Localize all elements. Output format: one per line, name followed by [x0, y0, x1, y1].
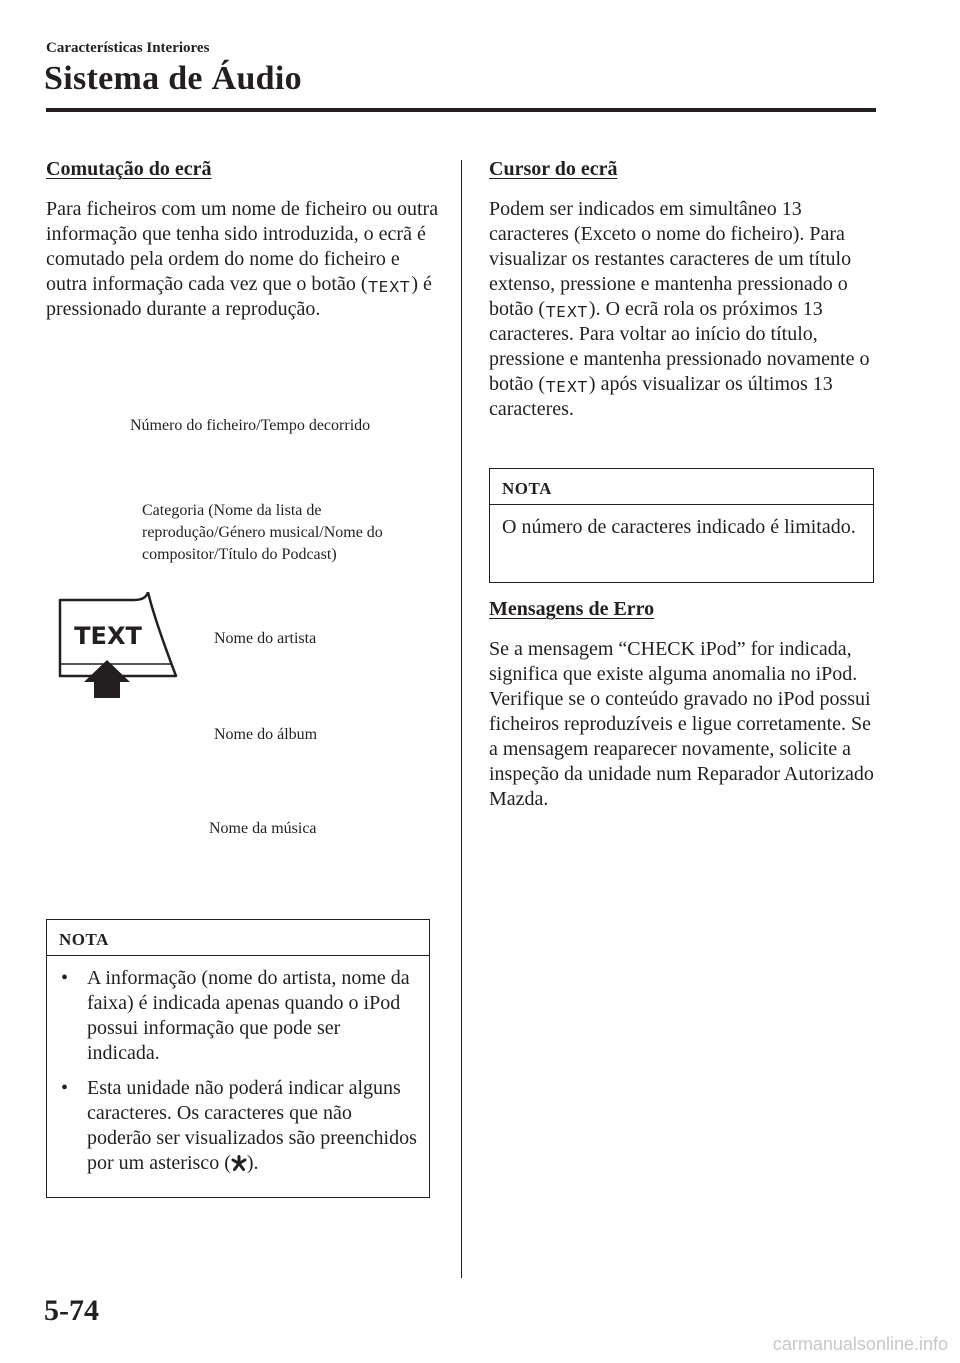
heading-screen-switching: Comutação do ecrã [46, 158, 212, 180]
heading-screen-cursor: Cursor do ecrã [489, 158, 618, 180]
header-rule [46, 108, 876, 112]
display-cycle-diagram [46, 370, 441, 870]
note-title: NOTA [59, 930, 109, 949]
note-box-left [46, 919, 430, 1198]
paragraph-error-messages: Se a mensagem “CHECK iPod” for indicada, significa que existe alguma anomalia no iPod. Verifique se o conteúdo gravado no iPod possui ficheiros reproduzíveis e ligue corretamente. Se a mensagem reaparecer novamente, solicite a inspeção da unidade num Reparador Autorizado Mazda. [489, 638, 874, 810]
bullet-icon: • [61, 1077, 69, 1099]
heading-error-messages: Mensagens de Erro [489, 598, 655, 620]
note-box-right [489, 468, 874, 583]
label-album: Nome do álbum [214, 726, 318, 743]
bullet-icon: • [61, 967, 69, 989]
label-artist: Nome do artista [214, 630, 317, 647]
note-body [47, 956, 429, 1186]
label-song: Nome da música [209, 820, 317, 837]
note-title: NOTA [502, 479, 552, 498]
page-title: Sistema de Áudio [44, 60, 302, 97]
text-key-icon: TEXT [546, 378, 588, 396]
note-bullet: • A informação (nome do artista, nome da faixa) é indicada apenas quando o iPod possui informação que pode ser indicada. [61, 967, 410, 1064]
label-file-number: Número do ficheiro/Tempo decorrido [130, 417, 371, 434]
text-button-label: TEXT [74, 622, 142, 650]
column-divider [461, 160, 462, 1278]
paragraph-screen-switching: Para ficheiros com um nome de ficheiro ou outra informação que tenha sido introduzida, o ecrã é comutado pela ordem do nome do ficheiro e outra informação cada vez que o botão (TEXT) é pressionado durante a reprodução. [46, 198, 439, 320]
label-category: Categoria (Nome da lista de reprodução/Género musical/Nome do compositor/Título do Podcast) [142, 502, 383, 563]
text-key-icon: TEXT [368, 278, 411, 296]
text-button-icon [56, 592, 178, 702]
note-bullet: • Esta unidade não poderá indicar alguns caracteres. Os caracteres que não poderão ser visualizados são preenchidos por um asterisco ( ). [61, 1077, 417, 1174]
text-key-icon: TEXT [546, 303, 588, 321]
watermark: carmanualsonline.info [772, 1334, 948, 1354]
asterisk-icon [231, 1155, 247, 1171]
page-number: 5-74 [44, 1294, 99, 1327]
section-label: Características Interiores [46, 40, 210, 56]
paragraph-screen-cursor: Podem ser indicados em simultâneo 13 caracteres (Exceto o nome do ficheiro). Para visualizar os restantes caracteres de um título extenso, pressione e mantenha pressionado o botão (TEXT). O ecrã rola os próximos 13 caracteres. Para voltar ao início do título, pressione e mantenha pressionado novamente o botão (TEXT) após visualizar os últimos 13 caracteres. [489, 198, 870, 420]
note-body: O número de caracteres indicado é limitado. [502, 516, 856, 538]
